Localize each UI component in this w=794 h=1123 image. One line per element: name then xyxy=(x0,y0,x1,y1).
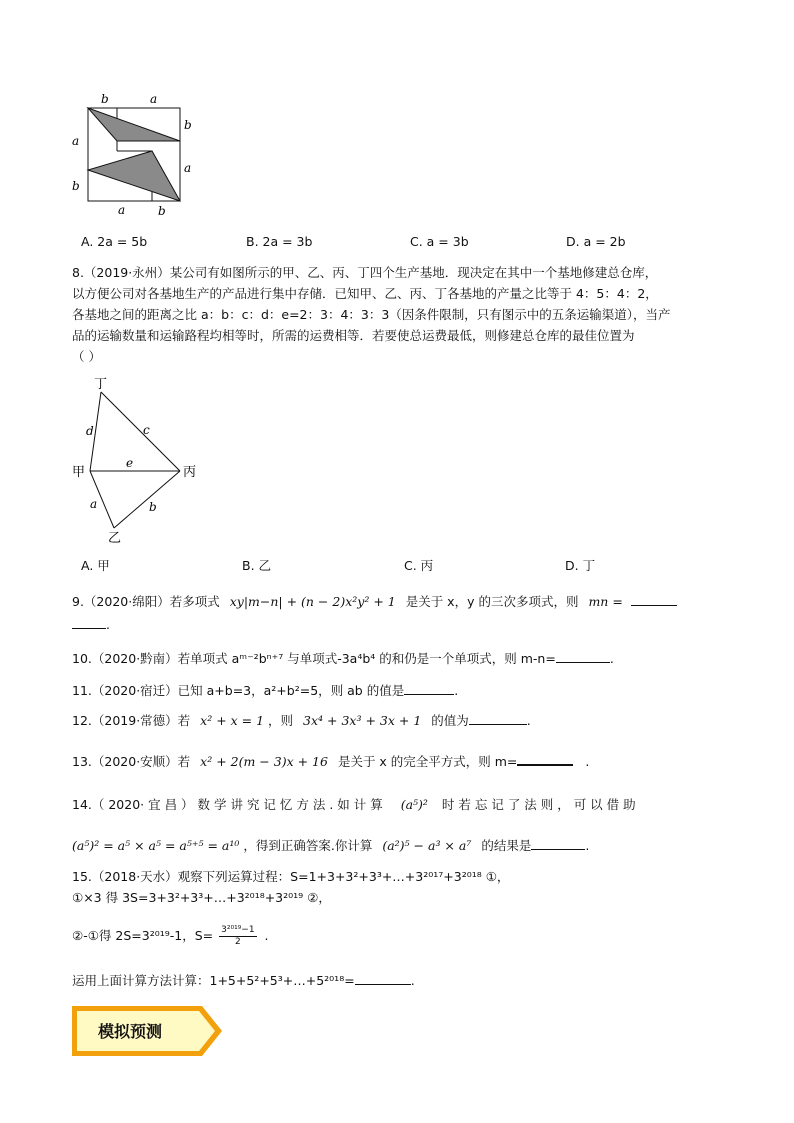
q10-text: 10.（2020·黔南）若单项式 aᵐ⁻²bⁿ⁺⁷ 与单项式-3a⁴b⁴ 的和仍是一个单项式，则 m-n= xyxy=(72,651,556,666)
q13-prefix: 13.（2020·安顺）若 xyxy=(72,754,191,769)
q9-answer-var: mn = xyxy=(588,594,623,609)
label-d: d xyxy=(86,424,94,438)
q12-mid: ，则 xyxy=(268,713,294,728)
q14-expr2: (a⁵)² = a⁵ × a⁵ = a⁵⁺⁵ = a¹⁰ xyxy=(72,838,240,853)
q11-text: 11.（2020·宿迁）已知 a+b=3，a²+b²=5，则 ab 的值是 xyxy=(72,683,405,698)
banner-arrow-shape xyxy=(72,1006,224,1056)
q12-blank[interactable] xyxy=(469,724,527,725)
q8-figure xyxy=(66,370,206,545)
q8-line1: 8.（2019·永州）某公司有如图所示的甲、乙、丙、丁四个生产基地．现决定在其中一个基地修建总仓库， xyxy=(72,265,658,280)
q7-option-d: D. a = 2b xyxy=(566,234,626,249)
q7-option-c: C. a = 3b xyxy=(410,234,469,249)
section-banner xyxy=(72,1006,224,1059)
q9-end: . xyxy=(106,617,110,632)
q13-end: . xyxy=(585,754,590,769)
q8-line2: 以方便公司对各基地生产的产品进行集中存储．已知甲、乙、丙、丁各基地的产量之比等于 4：5：4：2， xyxy=(72,286,658,301)
q14-end: . xyxy=(585,838,590,853)
q12-end: . xyxy=(526,713,531,728)
q8-line3: 各基地之间的距离之比 a：b：c：d：e=2：3：4：3：3（因条件限制，只有图示中的五条运输渠道），当产 xyxy=(72,307,671,322)
q14-line2 xyxy=(72,835,589,856)
edge-c xyxy=(101,392,180,471)
label-e: e xyxy=(126,456,134,470)
q12-expr1: x² + x = 1 xyxy=(200,713,265,728)
label-yi: 乙 xyxy=(108,531,122,545)
q15-fraction xyxy=(219,925,256,948)
q15-line3-prefix: ②-①得 2S=3²⁰¹⁹-1，S= xyxy=(72,928,214,943)
q13-expr: x² + 2(m − 3)x + 16 xyxy=(200,754,328,769)
q15-blank[interactable] xyxy=(355,984,411,985)
q9-expression: xy|m−n| + (n − 2)x²y² + 1 xyxy=(229,594,396,609)
q12-prefix: 12.（2019·常德）若 xyxy=(72,713,191,728)
q10-blank[interactable] xyxy=(556,662,610,663)
q13-blank[interactable] xyxy=(517,764,573,766)
q11-line xyxy=(72,680,458,701)
q15-frac-den: 2 xyxy=(234,937,241,947)
banner-label: 模拟预测 xyxy=(98,1022,163,1041)
q11-end: . xyxy=(454,683,459,698)
q15-frac-num: 3²⁰¹⁹−1 xyxy=(221,925,255,935)
label-b-top: b xyxy=(101,92,109,106)
q9-middle: 是关于 x，y 的三次多项式，则 xyxy=(405,594,579,609)
q10-end: . xyxy=(609,651,614,666)
label-a: a xyxy=(90,497,98,511)
q14-expr3: (a²)⁵ − a³ × a⁷ xyxy=(382,838,472,853)
label-a-left: a xyxy=(72,134,80,148)
q14-text2c: 的结果是 xyxy=(481,838,532,853)
q15-line2: ①×3 得 3S=3+3²+3³+…+3²⁰¹⁸+3²⁰¹⁹ ②， xyxy=(72,890,331,905)
q9-line1 xyxy=(72,591,677,612)
q10-line xyxy=(72,648,614,669)
q8-line4: 品的运输数量和运输路程均相等时，所需的运费相等．若要使总运费最低，则修建总仓库的最佳位置为 xyxy=(72,328,635,343)
label-bing: 丙 xyxy=(183,465,197,480)
q13-suffix: 是关于 x 的完全平方式，则 m= xyxy=(337,754,518,769)
q9-blank-part1[interactable] xyxy=(631,605,677,606)
q8-option-d: D. 丁 xyxy=(565,558,596,573)
q15-line1: 15.（2018·天水）观察下列运算过程：S=1+3+3²+3³+…+3²⁰¹⁷+3²⁰¹⁸ ①， xyxy=(72,869,510,884)
q8-option-b: B. 乙 xyxy=(242,558,272,573)
q14-blank[interactable] xyxy=(531,849,585,850)
q12-line xyxy=(72,710,531,731)
q14-line1 xyxy=(72,794,636,815)
q15-line4 xyxy=(72,970,415,991)
q7-option-b: B. 2a = 3b xyxy=(246,234,313,249)
q8-option-a: A. 甲 xyxy=(81,558,110,573)
q9-prefix: 9.（2020·绵阳）若多项式 xyxy=(72,594,220,609)
q11-blank[interactable] xyxy=(404,694,454,695)
label-a-right: a xyxy=(184,161,192,175)
label-b-left: b xyxy=(72,179,80,193)
q8-line5: （ ） xyxy=(72,349,101,364)
edge-b xyxy=(114,471,180,528)
q8-option-c: C. 丙 xyxy=(404,558,434,573)
label-a-top: a xyxy=(150,92,158,106)
q15-line3 xyxy=(72,925,269,948)
q12-suffix: 的值为 xyxy=(431,713,469,728)
q12-expr2: 3x⁴ + 3x³ + 3x + 1 xyxy=(303,713,422,728)
q13-line xyxy=(72,751,589,772)
q14-expr1: (a⁵)² xyxy=(400,797,428,812)
q14-text1b: 时 若 忘 记 了 法 则 ， 可 以 借 助 xyxy=(441,797,636,812)
q7-option-a: A. 2a = 5b xyxy=(81,234,148,249)
q15-line3-end: . xyxy=(264,928,269,943)
q15-end: . xyxy=(410,973,415,988)
q14-text2b: ，得到正确答案.你计算 xyxy=(243,838,373,853)
shaded-triangle-bottom xyxy=(88,151,180,201)
label-c: c xyxy=(143,423,150,437)
label-jia: 甲 xyxy=(72,465,86,480)
shaded-triangle-top xyxy=(88,108,180,141)
q9-line2 xyxy=(72,614,110,635)
label-a-bottom: a xyxy=(118,203,126,217)
q14-text1: 14.（ 2020· 宜 昌 ） 数 学 讲 究 记 忆 方 法 . 如 计 算 xyxy=(72,797,383,812)
label-b-right: b xyxy=(184,118,192,132)
q15-line4-text: 运用上面计算方法计算：1+5+5²+5³+…+5²⁰¹⁸= xyxy=(72,973,355,988)
label-b-bottom: b xyxy=(158,204,166,218)
label-b: b xyxy=(149,500,157,514)
q7-figure xyxy=(60,88,210,223)
label-ding: 丁 xyxy=(94,377,108,392)
q9-blank-part2[interactable] xyxy=(72,628,106,629)
